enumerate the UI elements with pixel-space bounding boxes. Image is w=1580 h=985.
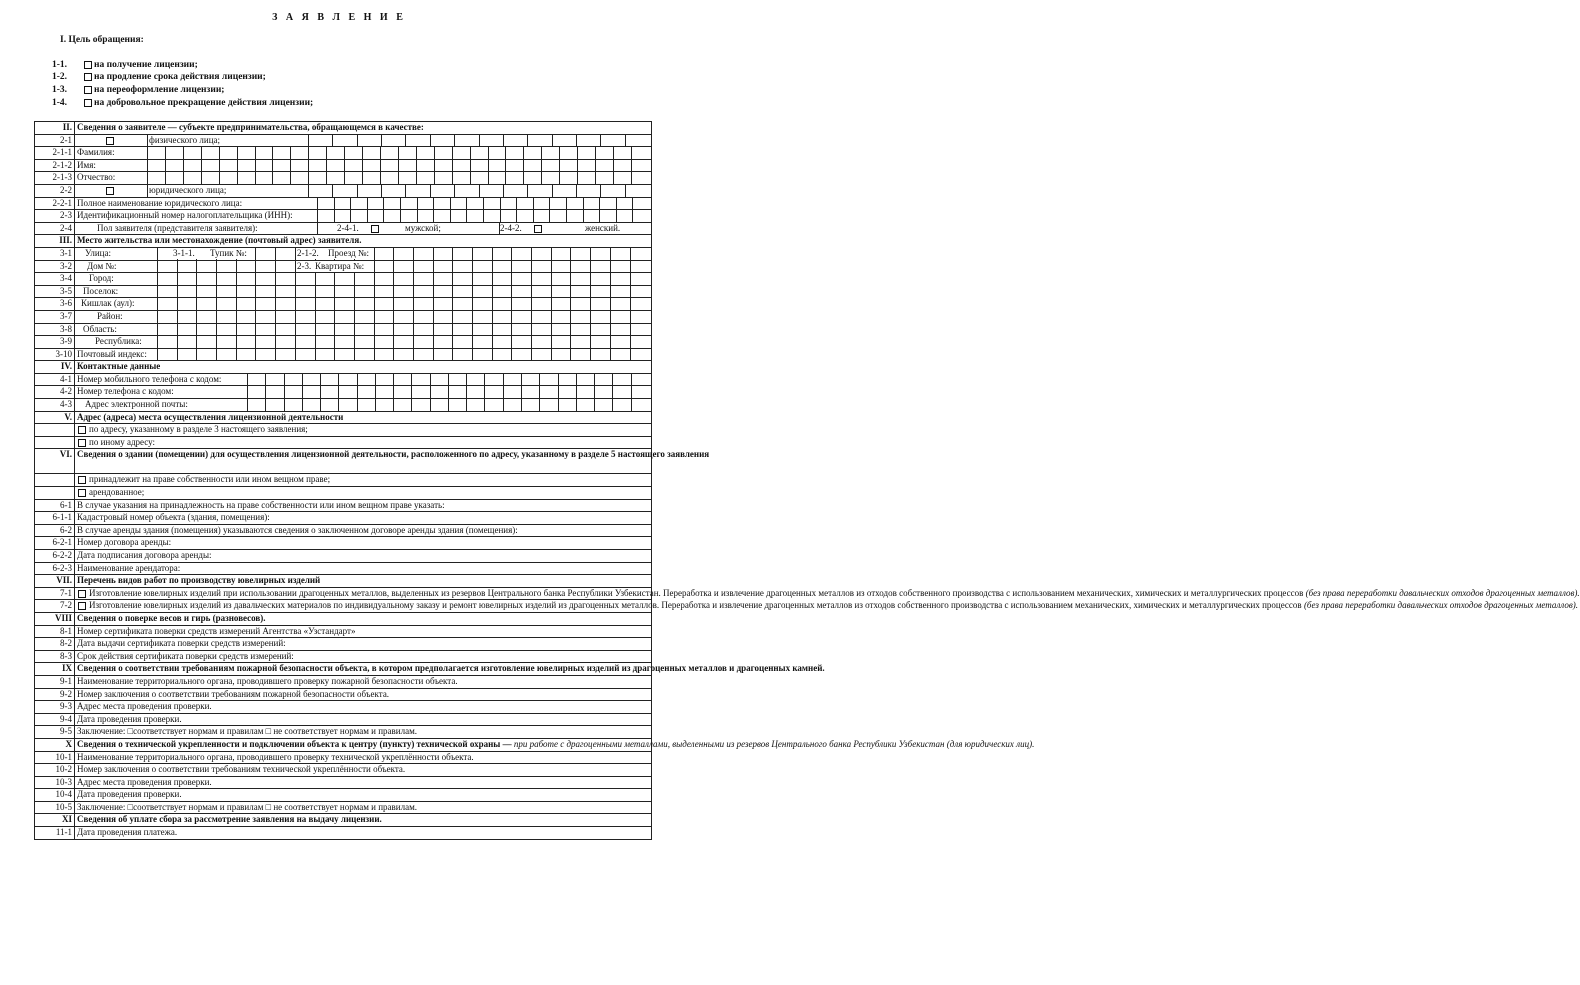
section-heading: [35, 449, 652, 474]
section-title: Сведения о поверке весов и гирь (разновесов).: [75, 612, 652, 625]
field-label: Город:: [89, 273, 114, 284]
field-label: В случае указания на принадлежность на праве собственности или ином вещном праве указать:: [75, 499, 652, 512]
field-label: Номер мобильного телефона с кодом:: [77, 373, 222, 384]
fire-authority-field[interactable]: Наименование территориального органа, проводившего проверку пожарной безопасности объекта.: [75, 675, 652, 688]
legal-entity-option[interactable]: [75, 184, 652, 197]
option-label: на добровольное прекращение действия лицензии;: [94, 98, 314, 108]
section-title: Сведения о технической укрепленности и подключении объекта к центру (пункту) технической охраны —: [77, 738, 512, 749]
section-number: X: [35, 738, 75, 751]
row-number: 6-2: [35, 524, 75, 537]
field-label: Тупик №:: [210, 247, 247, 258]
option-label: на продление срока действия лицензии;: [94, 72, 266, 82]
lessee-name-field[interactable]: Наименование арендатора:: [75, 562, 652, 575]
purpose-option-2[interactable]: [52, 72, 266, 83]
checkbox-icon[interactable]: [78, 602, 86, 610]
row-number: 10-2: [35, 764, 75, 777]
field-label: Фамилия:: [77, 147, 115, 158]
checkbox-icon[interactable]: [84, 61, 92, 69]
fire-inspection-address-field[interactable]: Адрес места проведения проверки.: [75, 701, 652, 714]
section-number: IX: [35, 663, 75, 676]
row-number: 3-9: [35, 336, 75, 349]
section-title: Сведения о здании (помещении) для осуществления лицензионной деятельности, расположенного по адресу, указанному в разделе 5 настоящего заявления: [75, 449, 652, 474]
row-number: 2-4: [35, 222, 75, 235]
row-number: 6-1-1: [35, 512, 75, 525]
field-label: В случае аренды здания (помещения) указываются сведения о заключенном договоре аренды здания (помещения):: [75, 524, 652, 537]
field-label: Проезд №:: [328, 247, 370, 258]
option-number: 1-2.: [52, 72, 68, 82]
section-number: XI: [35, 814, 75, 827]
legal-name-field[interactable]: [75, 197, 652, 210]
lease-number-field[interactable]: Номер договора аренды:: [75, 537, 652, 550]
row-number: 6-2-3: [35, 562, 75, 575]
option-label: принадлежит на праве собственности или ином вещном праве;: [89, 474, 331, 485]
checkbox-icon[interactable]: [78, 590, 86, 598]
field-label: Номер телефона с кодом:: [77, 386, 174, 397]
row-number: 3-7: [35, 310, 75, 323]
row-number: 9-5: [35, 726, 75, 739]
row-number: 2-2-1: [35, 197, 75, 210]
section-title-cell: [75, 738, 1035, 751]
inn-field[interactable]: [75, 210, 652, 223]
field-label: Почтовый индекс:: [77, 348, 147, 359]
first-name-field[interactable]: [75, 159, 652, 172]
field-number: 2-3.: [297, 260, 312, 271]
document-title: З А Я В Л Е Н И Е: [272, 12, 406, 23]
section-number: III.: [35, 235, 75, 248]
section-heading: [35, 612, 652, 625]
row-number: 8-3: [35, 650, 75, 663]
row-number: 3-8: [35, 323, 75, 336]
checkbox-icon[interactable]: [534, 225, 542, 233]
surname-field[interactable]: [75, 147, 652, 160]
checkbox-icon[interactable]: [78, 489, 86, 497]
checkbox-icon[interactable]: [78, 476, 86, 484]
checkbox-icon[interactable]: [106, 187, 114, 195]
row-number: 3-5: [35, 285, 75, 298]
email-field[interactable]: [75, 399, 652, 412]
house-field[interactable]: [75, 260, 652, 273]
checkbox-icon[interactable]: [106, 137, 114, 145]
option-label: на получение лицензии;: [94, 60, 198, 70]
row-number: 7-1: [35, 587, 75, 600]
row-number: 4-1: [35, 373, 75, 386]
row-number: 3-6: [35, 298, 75, 311]
section-heading: [35, 663, 652, 676]
row-number: 4-3: [35, 399, 75, 412]
field-label: Имя:: [77, 159, 96, 170]
field-label: Республика:: [95, 336, 142, 347]
section-title: Сведения об уплате сбора за рассмотрение заявления на выдачу лицензии.: [75, 814, 652, 827]
gender-field[interactable]: [75, 222, 652, 235]
checkbox-icon[interactable]: [78, 439, 86, 447]
option-number: 1-3.: [52, 85, 68, 95]
settlement-field[interactable]: [75, 285, 652, 298]
row-number: 4-2: [35, 386, 75, 399]
section-title: Сведения о заявителе — субъекте предпринимательства, обращающемся в качестве:: [75, 122, 652, 135]
work-type-text: Изготовление ювелирных изделий из давальческих материалов по индивидуальному заказу и ремонт ювелирных изделий из драгоценных металлов. Переработка и извлечение драгоценных металлов из отходов собственного производства с использованием механических, химических и металлургических процессов: [89, 600, 1302, 611]
individual-option[interactable]: [75, 134, 652, 147]
row-number: 6-1: [35, 499, 75, 512]
section-number: IV.: [35, 361, 75, 374]
checkbox-icon[interactable]: [78, 426, 86, 434]
security-inspection-address-field[interactable]: Адрес места проведения проверки.: [75, 776, 652, 789]
section-heading: [35, 814, 652, 827]
checkbox-icon[interactable]: [84, 86, 92, 94]
ownership-option[interactable]: [75, 474, 652, 487]
field-label: Область:: [83, 323, 117, 334]
row-number: 10-4: [35, 789, 75, 802]
same-address-option[interactable]: [75, 424, 652, 437]
row-number: 3-4: [35, 273, 75, 286]
section-heading: [35, 361, 652, 374]
section-number: II.: [35, 122, 75, 135]
field-label: Кишлак (аул):: [81, 298, 135, 309]
security-inspection-date-field[interactable]: Дата проведения проверки.: [75, 789, 652, 802]
certificate-validity-field[interactable]: Срок действия сертификата поверки средств измерений:: [75, 650, 652, 663]
row-number: 9-2: [35, 688, 75, 701]
village-field[interactable]: [75, 298, 652, 311]
work-type-option-1[interactable]: [75, 587, 1580, 600]
row-number: 9-4: [35, 713, 75, 726]
row-number: 8-1: [35, 625, 75, 638]
row-number: 10-1: [35, 751, 75, 764]
section-heading: [35, 575, 652, 588]
security-conclusion-field[interactable]: Заключение: □соответствует нормам и правилам □ не соответствует нормам и правилам.: [75, 801, 652, 814]
certificate-number-field[interactable]: Номер сертификата поверки средств измерений Агентства «Узстандарт»: [75, 625, 652, 638]
section-number: VII.: [35, 575, 75, 588]
field-label: Пол заявителя (представителя заявителя):: [97, 222, 258, 233]
field-label: Адрес электронной почты:: [85, 399, 188, 410]
region-field[interactable]: [75, 323, 652, 336]
section-heading: [35, 235, 652, 248]
gender-female-number: 2-4-2.: [500, 222, 522, 233]
other-address-option[interactable]: [75, 436, 652, 449]
section-number: VI.: [35, 449, 75, 474]
gender-male-label: мужской;: [405, 222, 441, 233]
gender-male-number: 2-4-1.: [337, 222, 359, 233]
field-number: 3-1-1.: [173, 247, 195, 258]
row-number: 3-1: [35, 247, 75, 260]
checkbox-icon[interactable]: [84, 99, 92, 107]
checkbox-icon[interactable]: [84, 73, 92, 81]
row-number: 3-2: [35, 260, 75, 273]
purpose-option-4[interactable]: [52, 98, 313, 109]
field-label: Район:: [97, 310, 123, 321]
postal-code-field[interactable]: [75, 348, 652, 361]
field-label: Отчество:: [77, 172, 116, 183]
purpose-option-1[interactable]: [52, 60, 198, 71]
cadastral-number-field[interactable]: Кадастровый номер объекта (здания, помещения):: [75, 512, 652, 525]
option-number: 1-1.: [52, 60, 68, 70]
fire-conclusion-number-field[interactable]: Номер заключения о соответствии требованиям пожарной безопасности объекта.: [75, 688, 652, 701]
mobile-phone-field[interactable]: [75, 373, 652, 386]
section-title: Адрес (адреса) места осуществления лицензионной деятельности: [75, 411, 652, 424]
field-label: юридического лица;: [149, 184, 227, 195]
application-form-table: [34, 121, 1580, 840]
option-label: арендованное;: [89, 487, 145, 498]
row-number: 10-5: [35, 801, 75, 814]
field-label: Поселок:: [83, 285, 119, 296]
district-field[interactable]: [75, 310, 652, 323]
row-number: 3-10: [35, 348, 75, 361]
row-number: 8-2: [35, 638, 75, 651]
city-field[interactable]: [75, 273, 652, 286]
street-field[interactable]: [75, 247, 652, 260]
row-number: 6-2-2: [35, 550, 75, 563]
option-label: по адресу, указанному в разделе 3 настоящего заявления;: [89, 424, 308, 435]
security-authority-field[interactable]: Наименование территориального органа, проводившего проверку технической укреплённости объекта.: [75, 751, 652, 764]
payment-date-field[interactable]: Дата проведения платежа.: [75, 827, 652, 840]
section-note: при работе с драгоценными металлами, выделенными из резервов Центрального банка Республики Узбекистан (для юридических лиц).: [513, 738, 1035, 749]
field-label: Дом №:: [87, 260, 117, 271]
security-conclusion-number-field[interactable]: Номер заключения о соответствии требованиям технической укреплённости объекта.: [75, 764, 652, 777]
gender-female-label: женский.: [585, 222, 621, 233]
patronymic-field[interactable]: [75, 172, 652, 185]
row-number: 9-1: [35, 675, 75, 688]
row-number: 7-2: [35, 600, 75, 613]
section-title: Сведения о соответствии требованиям пожарной безопасности объекта, в котором предполагается изготовление ювелирных изделий из драгоценных металлов и драгоценных камней.: [75, 663, 652, 676]
section-title: Контактные данные: [75, 361, 652, 374]
field-number: 2-1-2.: [297, 247, 319, 258]
row-number: 6-2-1: [35, 537, 75, 550]
field-label: Полное наименование юридического лица:: [77, 197, 243, 208]
lease-date-field[interactable]: Дата подписания договора аренды:: [75, 550, 652, 563]
work-type-note: (без права переработки давальческих отходов драгоценных металлов).: [1305, 587, 1580, 598]
work-type-text: Изготовление ювелирных изделий при использовании драгоценных металлов, выделенных из резервов Центрального банка Республики Узбекистан. Переработка и извлечение драгоценных металлов из отходов собственного производства с использованием механических, химических и металлургических процессов: [89, 587, 1304, 598]
row-number: 2-1: [35, 134, 75, 147]
section-number: VIII: [35, 612, 75, 625]
fire-conclusion-field[interactable]: Заключение: □соответствует нормам и правилам □ не соответствует нормам и правилам.: [75, 726, 652, 739]
option-label: на переоформление лицензии;: [94, 85, 225, 95]
section-heading: [35, 738, 652, 751]
republic-field[interactable]: [75, 336, 652, 349]
row-number: 11-1: [35, 827, 75, 840]
section-heading: [35, 411, 652, 424]
option-number: 1-4.: [52, 98, 68, 108]
certificate-date-field[interactable]: Дата выдачи сертификата поверки средств измерений:: [75, 638, 652, 651]
field-label: Идентификационный номер налогоплательщика (ИНН):: [77, 210, 293, 221]
section-title: Место жительства или местонахождение (почтовый адрес) заявителя.: [75, 235, 652, 248]
purpose-heading: I. Цель обращения:: [60, 35, 144, 45]
row-number: 2-1-2: [35, 159, 75, 172]
section-title: Перечень видов работ по производству ювелирных изделий: [75, 575, 652, 588]
row-number: 2-2: [35, 184, 75, 197]
row-number: 10-3: [35, 776, 75, 789]
field-label: физического лица;: [149, 134, 221, 145]
row-number: 2-1-3: [35, 172, 75, 185]
row-number: 2-1-1: [35, 147, 75, 160]
section-heading: [35, 122, 652, 135]
fire-inspection-date-field[interactable]: Дата проведения проверки.: [75, 713, 652, 726]
work-type-note: (без права переработки давальческих отходов драгоценных металлов).: [1303, 600, 1578, 611]
work-type-option-2[interactable]: [75, 600, 1578, 613]
section-number: V.: [35, 411, 75, 424]
checkbox-icon[interactable]: [371, 225, 379, 233]
row-number: 9-3: [35, 701, 75, 714]
phone-field[interactable]: [75, 386, 652, 399]
row-number: 2-3: [35, 210, 75, 223]
purpose-option-3[interactable]: [52, 85, 224, 96]
field-label: Улица:: [85, 247, 111, 258]
option-label: по иному адресу:: [89, 436, 156, 447]
rented-option[interactable]: [75, 487, 652, 500]
field-label: Квартира №:: [315, 260, 365, 271]
